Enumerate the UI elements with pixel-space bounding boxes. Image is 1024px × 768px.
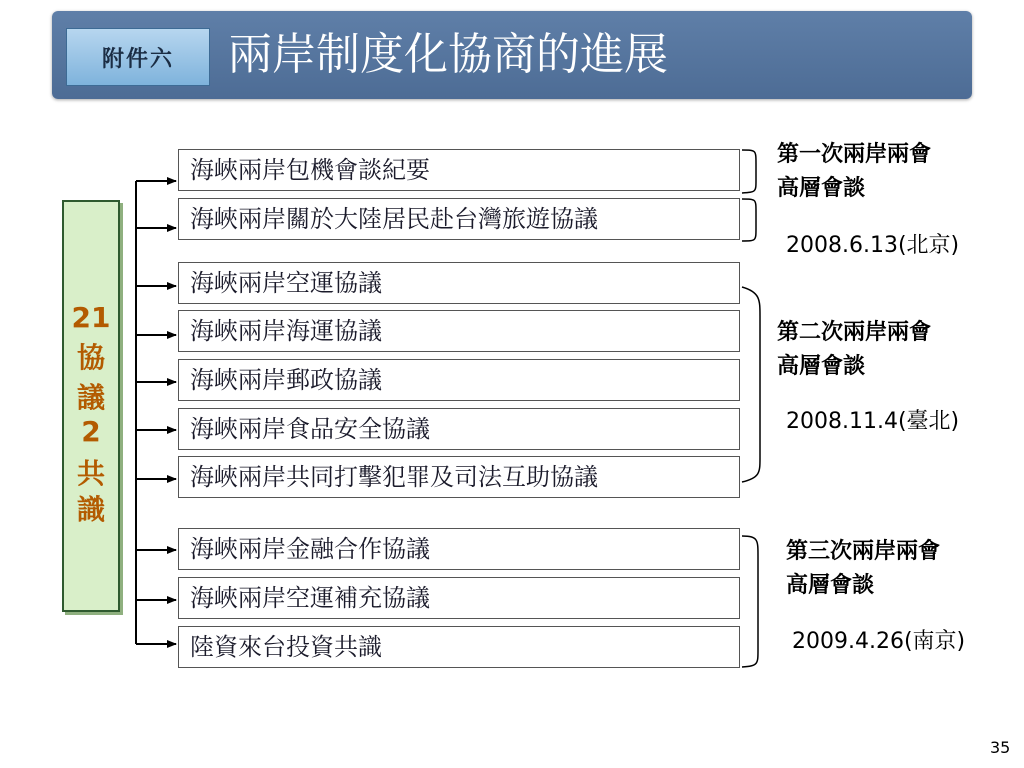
agreement-item: 海峽兩岸郵政協議 — [178, 359, 740, 401]
agreement-count: 21 — [71, 301, 111, 334]
agreement-item: 海峽兩岸空運補充協議 — [178, 577, 740, 619]
meeting-2-line1: 第二次兩岸兩會 — [777, 320, 932, 345]
agreement-char-2: 議 — [76, 381, 105, 414]
bracket-meeting-3 — [742, 536, 758, 667]
agreement-item: 海峽兩岸包機會談紀要 — [178, 149, 740, 191]
meeting-3-line2: 高層會談 — [786, 573, 875, 598]
agreement-item: 海峽兩岸金融合作協議 — [178, 528, 740, 570]
agreement-item: 海峽兩岸空運協議 — [178, 262, 740, 304]
agreement-item: 海峽兩岸共同打擊犯罪及司法互助協議 — [178, 456, 740, 498]
meeting-1-date: 2008.6.13(北京) — [786, 233, 960, 258]
meeting-1-line1: 第一次兩岸兩會 — [777, 142, 932, 167]
meeting-2-date: 2008.11.4(臺北) — [786, 409, 960, 434]
meeting-2-label — [777, 316, 931, 384]
attachment-badge: 附件六 — [66, 28, 210, 86]
bracket-meeting-1b — [742, 199, 756, 241]
meeting-1-line2: 高層會談 — [777, 176, 866, 201]
bracket-meeting-2 — [742, 287, 760, 482]
agreement-char-1: 協 — [76, 341, 105, 374]
meeting-1-label — [777, 138, 931, 206]
bracket-meeting-1 — [742, 150, 756, 193]
meeting-3-line1: 第三次兩岸兩會 — [786, 539, 941, 564]
agreement-item: 海峽兩岸海運協議 — [178, 310, 740, 352]
consensus-char-1: 共 — [76, 457, 105, 490]
page-number: 35 — [990, 738, 1011, 757]
consensus-char-2: 識 — [76, 493, 105, 526]
agreement-item: 海峽兩岸關於大陸居民赴台灣旅遊協議 — [178, 198, 740, 240]
meeting-2-line2: 高層會談 — [777, 354, 866, 379]
meeting-3-label — [786, 535, 940, 603]
page-title: 兩岸制度化協商的進展 — [228, 29, 668, 80]
agreement-item: 海峽兩岸食品安全協議 — [178, 408, 740, 450]
consensus-count: 2 — [81, 415, 101, 448]
agreement-item: 陸資來台投資共識 — [178, 626, 740, 668]
meeting-3-date: 2009.4.26(南京) — [792, 629, 966, 654]
